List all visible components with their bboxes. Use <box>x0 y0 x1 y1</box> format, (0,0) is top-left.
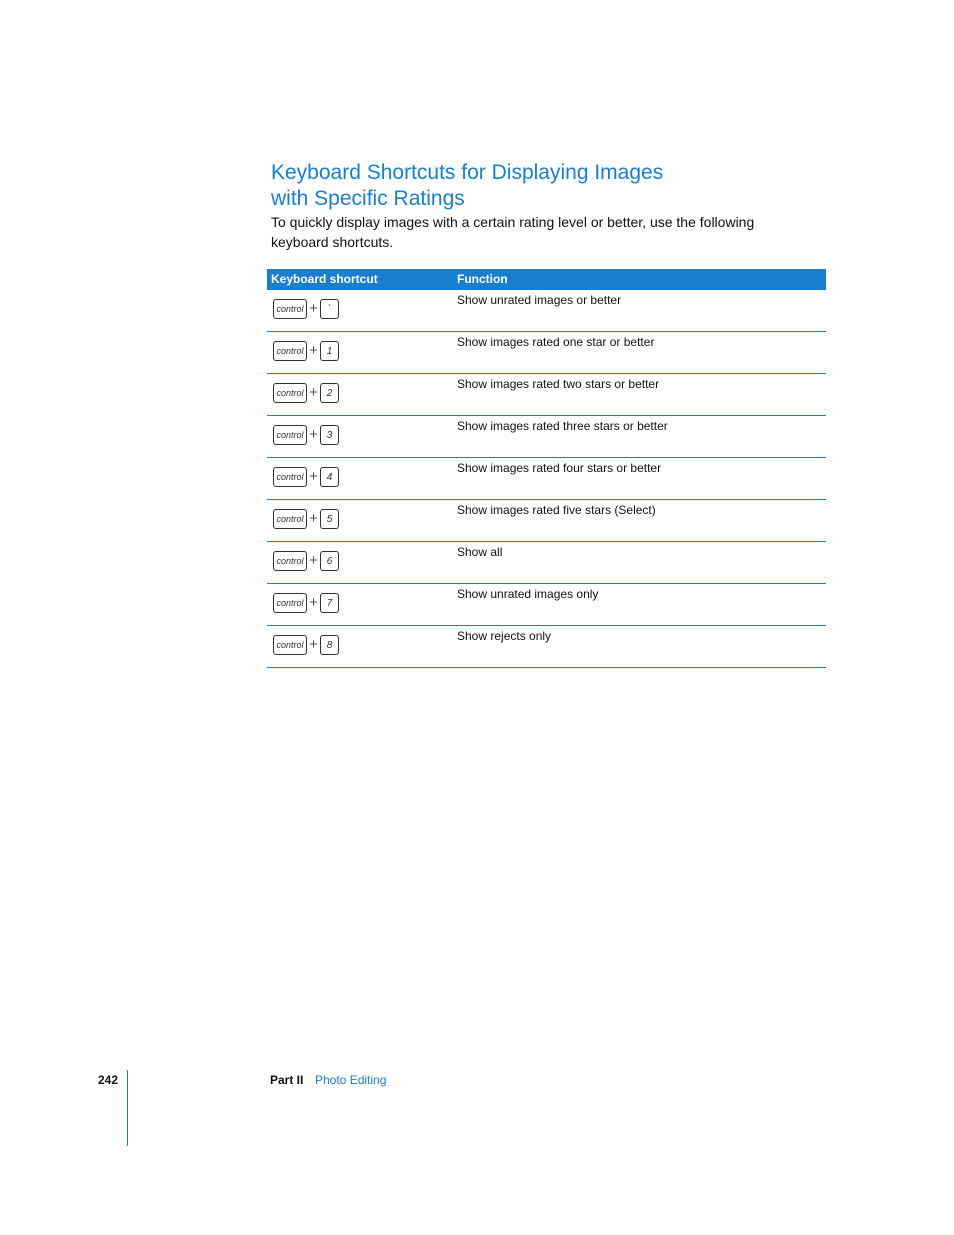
plus-sign: + <box>309 636 318 653</box>
key-cap: 3 <box>320 425 339 445</box>
plus-sign: + <box>309 426 318 443</box>
control-key: control <box>273 593 307 613</box>
key-cap: 1 <box>320 341 339 361</box>
function-text: Show images rated four stars or better <box>457 461 662 475</box>
shortcut-keys <box>273 424 339 446</box>
function-text: Show all <box>457 545 503 559</box>
shortcut-table <box>267 269 826 668</box>
shortcut-keys <box>273 298 339 320</box>
shortcut-keys <box>273 466 339 488</box>
shortcut-keys <box>273 550 339 572</box>
key-cap: 2 <box>320 383 339 403</box>
control-key: control <box>273 425 307 445</box>
key-cap: 4 <box>320 467 339 487</box>
function-text: Show rejects only <box>457 629 552 643</box>
function-text: Show images rated three stars or better <box>457 419 668 433</box>
function-text: Show images rated five stars (Select) <box>457 503 656 517</box>
shortcut-keys <box>273 592 339 614</box>
table-row <box>267 542 826 584</box>
plus-sign: + <box>309 594 318 611</box>
shortcut-keys <box>273 508 339 530</box>
key-cap: 8 <box>320 635 339 655</box>
control-key: control <box>273 341 307 361</box>
title-line-1: Keyboard Shortcuts for Displaying Images <box>271 161 664 184</box>
function-text: Show unrated images or better <box>457 293 622 307</box>
table-body <box>267 290 826 668</box>
control-key: control <box>273 509 307 529</box>
page-number: 242 <box>98 1073 119 1087</box>
function-text: Show images rated two stars or better <box>457 377 660 391</box>
title-line-2: with Specific Ratings <box>271 187 465 210</box>
plus-sign: + <box>309 384 318 401</box>
footer-divider <box>127 1070 128 1146</box>
plus-sign: + <box>309 552 318 569</box>
table-row <box>267 290 826 332</box>
plus-sign: + <box>309 300 318 317</box>
header-function: Function <box>457 272 508 286</box>
header-keyboard-shortcut: Keyboard shortcut <box>271 272 378 286</box>
function-text: Show images rated one star or better <box>457 335 655 349</box>
control-key: control <box>273 635 307 655</box>
function-text: Show unrated images only <box>457 587 599 601</box>
table-row <box>267 584 826 626</box>
plus-sign: + <box>309 510 318 527</box>
table-row <box>267 500 826 542</box>
shortcut-keys <box>273 340 339 362</box>
key-cap: ` <box>320 299 339 319</box>
table-row <box>267 458 826 500</box>
table-row <box>267 374 826 416</box>
table-row <box>267 332 826 374</box>
control-key: control <box>273 383 307 403</box>
footer-chapter-link[interactable]: Photo Editing <box>315 1073 387 1087</box>
footer-part: Part II <box>270 1073 304 1087</box>
key-cap: 5 <box>320 509 339 529</box>
key-cap: 6 <box>320 551 339 571</box>
control-key: control <box>273 467 307 487</box>
intro-paragraph: To quickly display images with a certain rating level or better, use the following keyboard shortcuts. <box>271 214 755 250</box>
control-key: control <box>273 551 307 571</box>
page-title <box>271 160 831 212</box>
table-row <box>267 416 826 458</box>
table-header <box>267 269 826 290</box>
plus-sign: + <box>309 468 318 485</box>
shortcut-keys <box>273 634 339 656</box>
control-key: control <box>273 299 307 319</box>
shortcut-keys <box>273 382 339 404</box>
table-row <box>267 626 826 668</box>
plus-sign: + <box>309 342 318 359</box>
key-cap: 7 <box>320 593 339 613</box>
